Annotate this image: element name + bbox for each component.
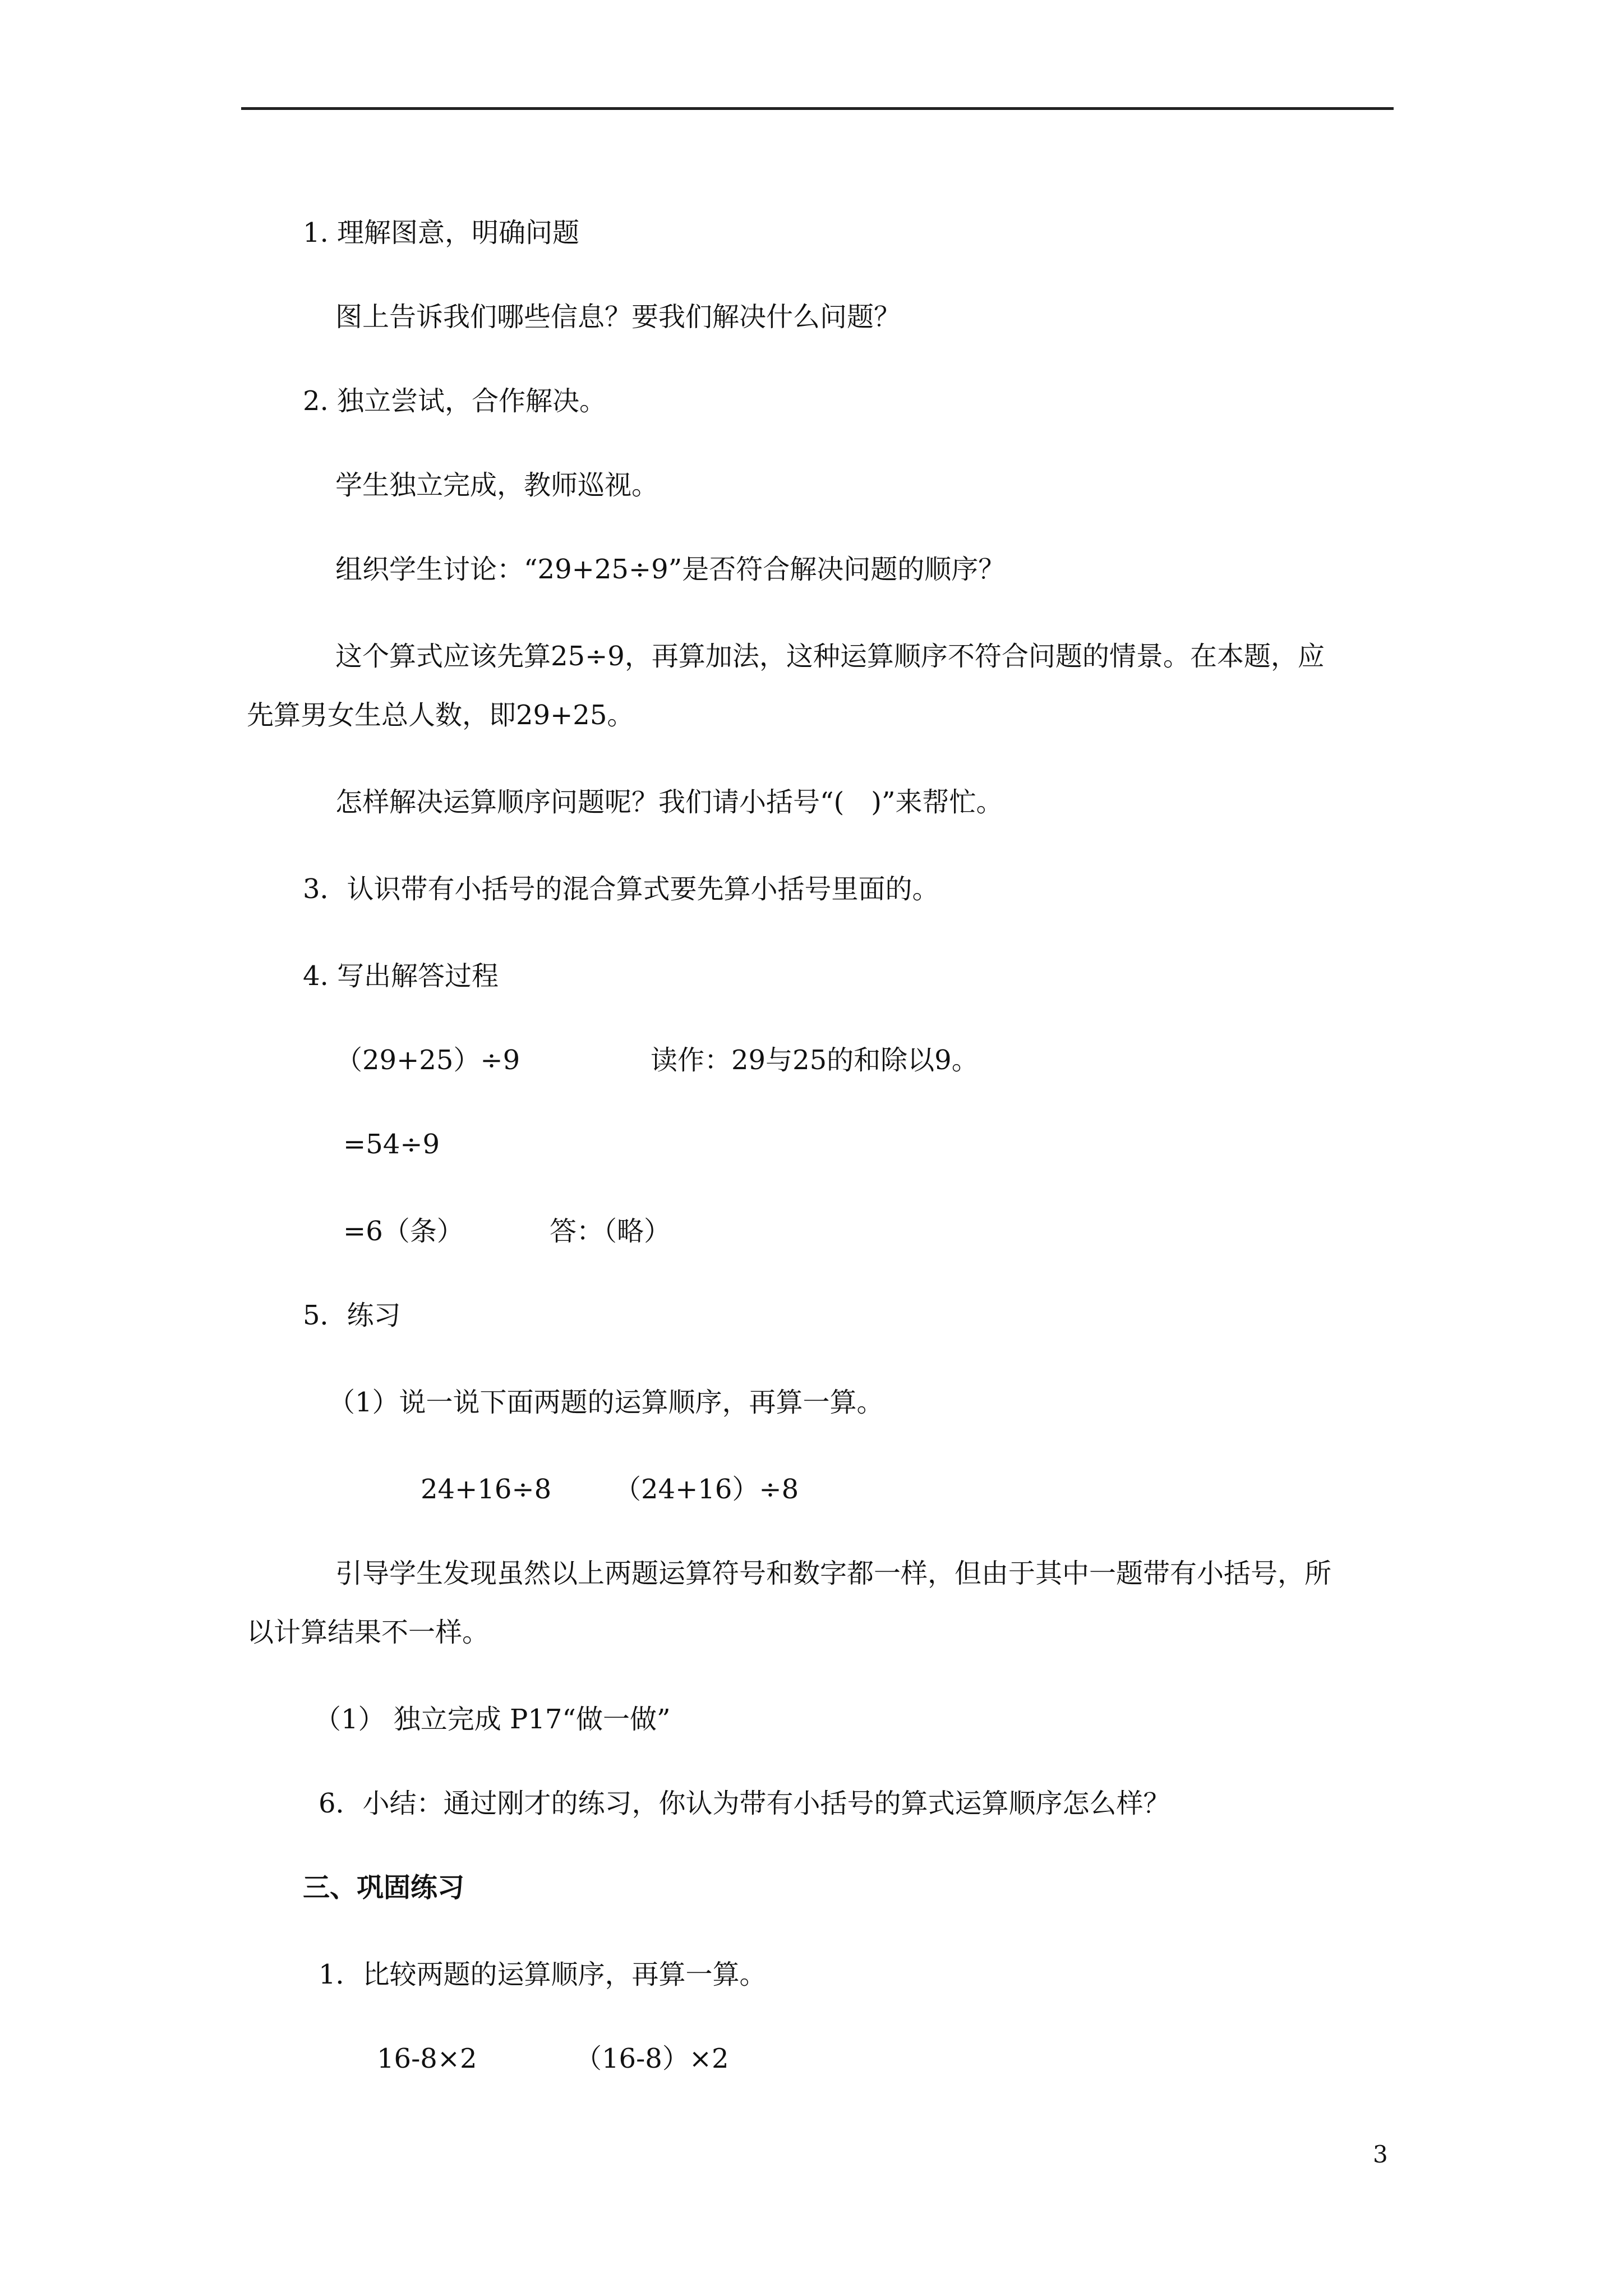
step-2-text: 学生独立完成，教师巡视。 xyxy=(335,470,659,501)
guidance-line-1: 引导学生发现虽然以上两题运算符号和数字都一样，但由于其中一题带有小括号，所 xyxy=(335,1558,1332,1589)
expression-line-2: =54÷9 xyxy=(343,1129,440,1160)
guidance-line-2: 以计算结果不一样。 xyxy=(247,1617,490,1648)
step-2-heading: 2. 独立尝试，合作解决。 xyxy=(303,385,607,417)
explanation-line-1: 这个算式应该先算25÷9，再算加法，这种运算顺序不符合问题的情景。在本题，应 xyxy=(335,641,1325,672)
step-4-heading: 4. 写出解答过程 xyxy=(303,960,499,992)
parentheses-question: 怎样解决运算顺序问题呢？我们请小括号“( )”来帮忙。 xyxy=(335,786,1003,818)
page-number: 3 xyxy=(1373,2141,1388,2168)
discussion-text: 组织学生讨论：“29+25÷9”是否符合解决问题的顺序？ xyxy=(335,554,1006,585)
section-heading: 三、巩固练习 xyxy=(303,1872,465,1903)
exercise-1-expression-a: 24+16÷8 xyxy=(421,1474,552,1505)
exercise-2-prompt: （1） 独立完成 P17“做一做” xyxy=(314,1704,671,1735)
expression-line-3: =6（条） xyxy=(343,1216,464,1247)
practice-1-expression-b: （16-8）×2 xyxy=(575,2043,729,2074)
step-1-question: 图上告诉我们哪些信息？要我们解决什么问题？ xyxy=(335,301,901,333)
summary-text: 6．小结：通过刚才的练习，你认为带有小括号的算式运算顺序怎么样？ xyxy=(319,1788,1170,1819)
practice-1-prompt: 1．比较两题的运算顺序，再算一算。 xyxy=(319,1959,767,1990)
answer-text: 答：（略） xyxy=(550,1216,671,1247)
exercise-1-prompt: （1）说一说下面两题的运算顺序，再算一算。 xyxy=(328,1387,884,1418)
expression-reading: 读作：29与25的和除以9。 xyxy=(651,1045,979,1076)
exercise-1-expression-b: （24+16）÷8 xyxy=(614,1474,799,1505)
explanation-line-2: 先算男女生总人数，即29+25。 xyxy=(247,700,634,731)
step-3-heading: 3．认识带有小括号的混合算式要先算小括号里面的。 xyxy=(303,873,939,905)
expression-line-1: （29+25）÷9 xyxy=(335,1045,520,1076)
header-rule xyxy=(241,107,1394,110)
step-1-heading: 1. 理解图意，明确问题 xyxy=(303,217,580,249)
step-5-heading: 5．练习 xyxy=(303,1300,401,1331)
practice-1-expression-a: 16-8×2 xyxy=(377,2043,477,2074)
